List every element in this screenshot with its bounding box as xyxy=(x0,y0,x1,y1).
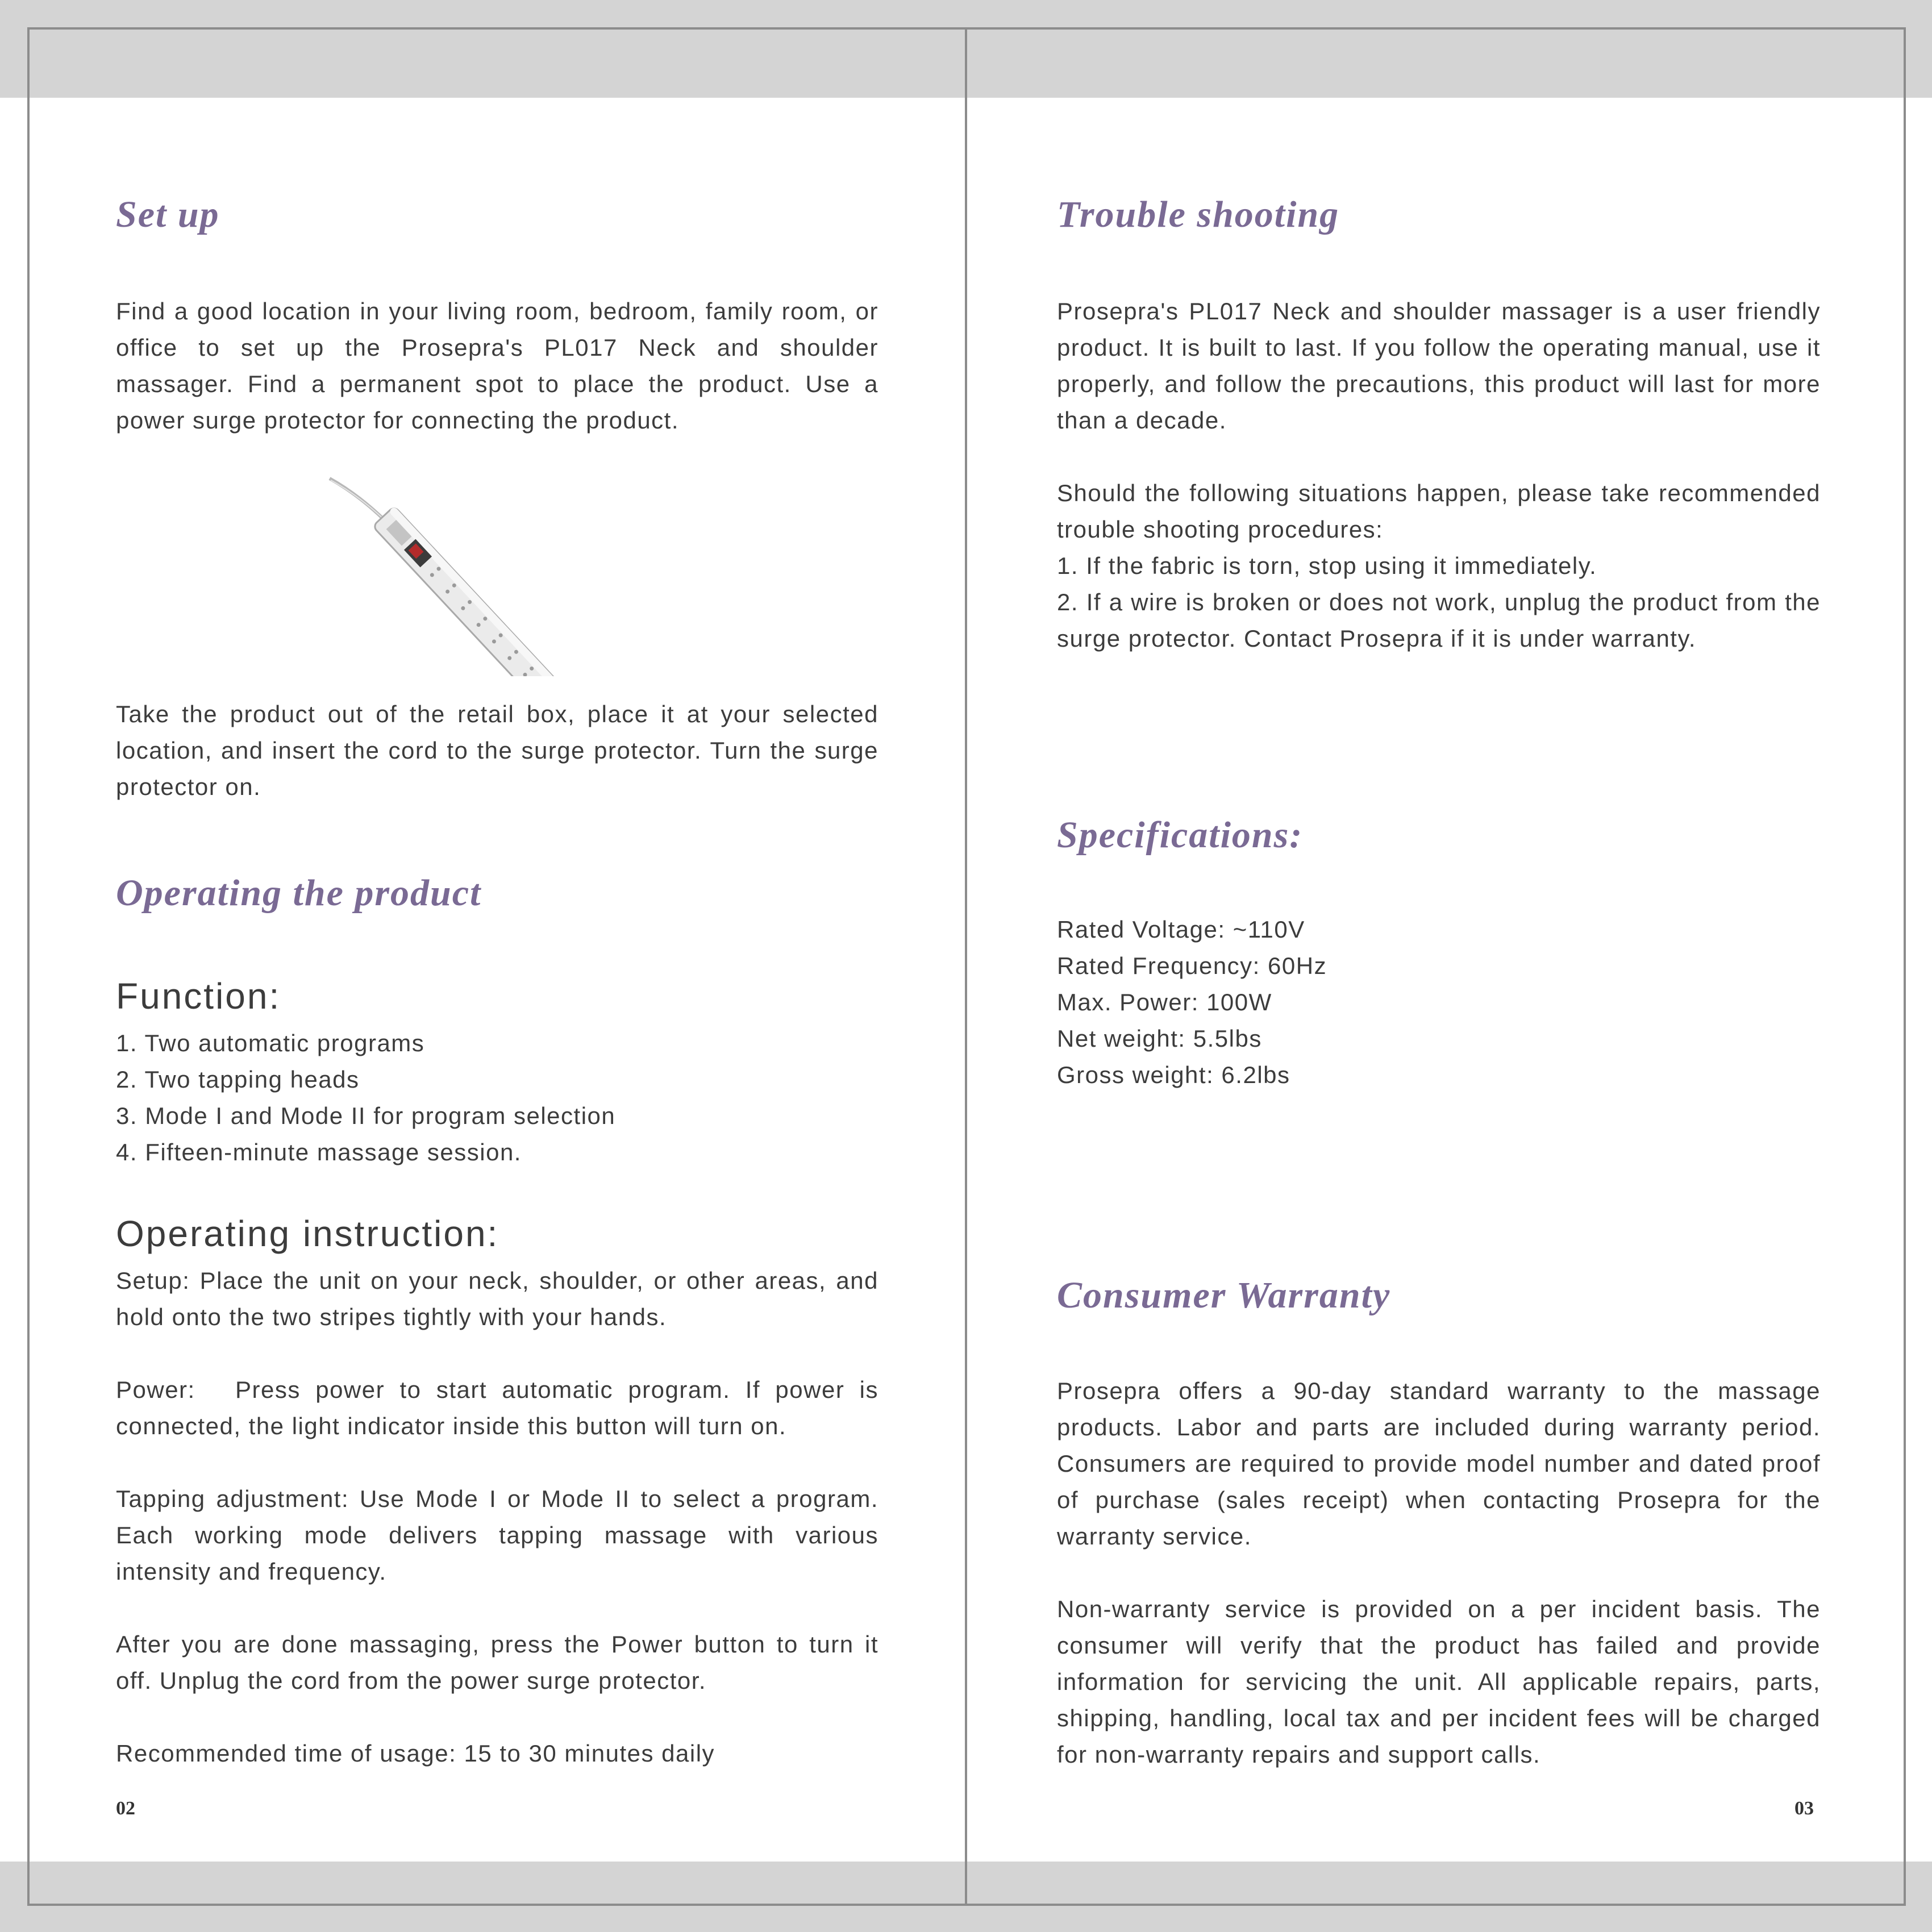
page-number-right: 03 xyxy=(1794,1798,1814,1819)
warranty-block xyxy=(1057,1373,1821,1773)
instruction-power xyxy=(116,1372,878,1444)
page-number-left: 02 xyxy=(116,1798,135,1819)
spec-item: Rated Voltage: ~110V xyxy=(1057,916,1305,943)
spec-item: Gross weight: 6.2lbs xyxy=(1057,1061,1290,1088)
function-title: Function: xyxy=(116,976,281,1017)
surge-protector-image xyxy=(324,466,568,676)
spec-item: Net weight: 5.5lbs xyxy=(1057,1025,1262,1052)
spec-item: Max. Power: 100W xyxy=(1057,989,1272,1015)
function-item: 3. Mode I and Mode II for program selection xyxy=(116,1102,616,1129)
troubleshooting-item-2: 2. If a wire is broken or does not work, unplug the product from the surge protector. Contact Prosepra if it is under warranty. xyxy=(1057,589,1821,652)
spec-item: Rated Frequency: 60Hz xyxy=(1057,952,1327,979)
instruction-after-text: After you are done massaging, press the Power button to turn it off. Unplug the cord from the power surge protector. xyxy=(116,1631,878,1694)
troubleshooting-intro-text: Prosepra's PL017 Neck and shoulder massager is a user friendly product. It is built to last. If you follow the operating manual, use it properly, and follow the precautions, this product will last for more than a decade. xyxy=(1057,298,1821,434)
warranty-para-1: Prosepra offers a 90-day standard warranty to the massage products. Labor and parts are included during warranty period. Consumers are required to provide model number and dated proof of purchase (sales receipt) when contacting Prosepra for the warranty service. xyxy=(1057,1377,1821,1550)
power-text: Press power to start automatic program. If power is connected, the light indicator inside this button will turn on. xyxy=(116,1376,878,1439)
warranty-para-2: Non-warranty service is provided on a per incident basis. The consumer will verify that the product has failed and provide information for servicing the unit. All applicable repairs, parts, shipping, handling, local tax and per incident fees will be charged for non-warranty repairs and support calls. xyxy=(1057,1596,1821,1768)
setup-intro-text: Find a good location in your living room, bedroom, family room, or office to set up the Prosepra's PL017 Neck and shoulder massager. Find a permanent spot to place the product. Use a power surge protector for connecting the product. xyxy=(116,298,878,434)
specifications-list xyxy=(1057,911,1821,1093)
instruction-title: Operating instruction: xyxy=(116,1213,499,1254)
warranty-heading: Consumer Warranty xyxy=(1057,1275,1391,1316)
troubleshooting-heading: Trouble shooting xyxy=(1057,194,1340,235)
instruction-block xyxy=(116,1263,878,1772)
function-item: 2. Two tapping heads xyxy=(116,1066,360,1093)
recommended-usage-text: Recommended time of usage: 15 to 30 minutes daily xyxy=(116,1740,715,1767)
power-label: Power: xyxy=(116,1376,195,1403)
troubleshooting-block xyxy=(1057,293,1821,657)
surge-protector-icon xyxy=(324,466,568,676)
setup-heading: Set up xyxy=(116,194,220,235)
specifications-heading: Specifications: xyxy=(1057,814,1304,856)
function-item: 4. Fifteen-minute massage session. xyxy=(116,1139,522,1165)
function-item: 1. Two automatic programs xyxy=(116,1030,425,1056)
spine-divider xyxy=(965,27,967,1906)
setup-steps-text: Take the product out of the retail box, place it at your selected location, and insert the cord to the surge protector. Turn the surge protector on. xyxy=(116,701,878,800)
instruction-tapping-text: Tapping adjustment: Use Mode I or Mode II to select a program. Each working mode delivers tapping massage with various intensity and frequency. xyxy=(116,1485,878,1585)
troubleshooting-situations-text: Should the following situations happen, please take recommended trouble shooting procedures: xyxy=(1057,480,1821,543)
instruction-setup-text: Setup: Place the unit on your neck, shoulder, or other areas, and hold onto the two stripes tightly with your hands. xyxy=(116,1267,878,1330)
operating-heading: Operating the product xyxy=(116,872,482,914)
troubleshooting-item-1: 1. If the fabric is torn, stop using it immediately. xyxy=(1057,552,1597,579)
function-list xyxy=(116,1025,878,1171)
